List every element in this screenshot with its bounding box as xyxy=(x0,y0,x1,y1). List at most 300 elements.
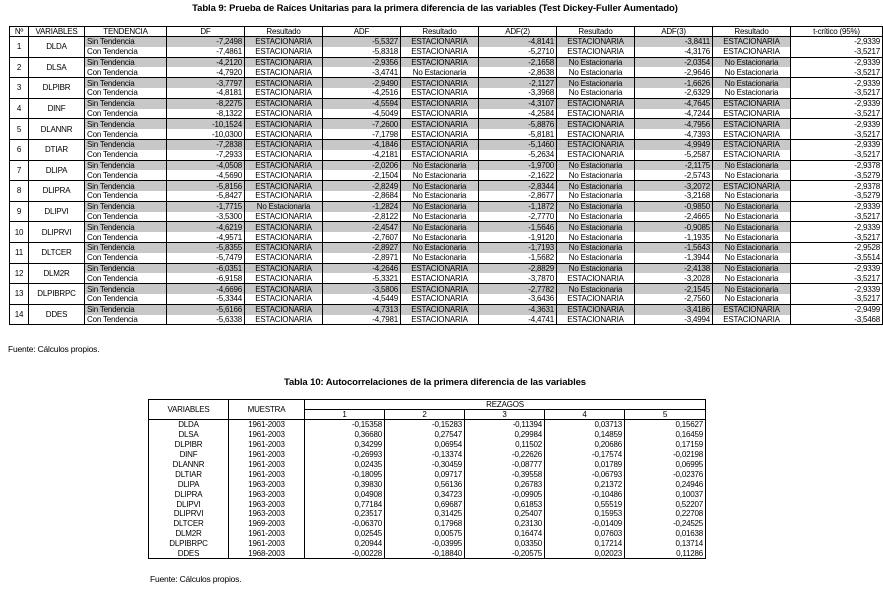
table-row xyxy=(10,150,883,160)
stat-value: -3,4741 xyxy=(323,67,401,77)
stat-value: -2,9339 xyxy=(791,139,883,149)
result-cell: ESTACIONARIA xyxy=(401,315,479,325)
row-number: 11 xyxy=(10,242,29,263)
result-cell: No Estacionaria xyxy=(713,170,791,180)
result-cell: No Estacionaria xyxy=(713,212,791,222)
trend-label: Sin Tendencia xyxy=(85,263,167,273)
autocorrelation-value: -0,39558 xyxy=(465,469,545,479)
row-number: 4 xyxy=(10,98,29,119)
variable-name: DLIPA xyxy=(29,160,85,181)
stat-value: -4,2120 xyxy=(167,57,245,67)
stat-value: -3,5514 xyxy=(791,253,883,263)
trend-label: Sin Tendencia xyxy=(85,201,167,211)
result-cell: ESTACIONARIA xyxy=(245,284,323,294)
stat-value: -2,9378 xyxy=(791,181,883,191)
autocorrelation-value: 0,16459 xyxy=(625,430,706,440)
stat-value: -2,7607 xyxy=(323,232,401,242)
col-header-lag-3: 3 xyxy=(465,410,545,420)
variable-name: DLPIBR xyxy=(29,78,85,99)
stat-value: -7,2600 xyxy=(323,119,401,129)
stat-value: -3,5217 xyxy=(791,67,883,77)
sample-period: 1961-2003 xyxy=(229,440,305,450)
result-cell: ESTACIONARIA xyxy=(245,119,323,129)
table-row xyxy=(10,242,883,252)
stat-value: -3,7870 xyxy=(479,273,557,283)
stat-value: -1,9700 xyxy=(479,160,557,170)
stat-value: -6,9158 xyxy=(167,273,245,283)
stat-value: -2,9339 xyxy=(791,222,883,232)
col-header-resultado-df: Resultado xyxy=(245,27,323,37)
stat-value: -4,9949 xyxy=(635,139,713,149)
col-header-variables: VARIABLES xyxy=(29,27,85,37)
row-number: 3 xyxy=(10,78,29,99)
stat-value: -4,5049 xyxy=(323,109,401,119)
variable-name: DLIPVI xyxy=(29,201,85,222)
col-header-lag-2: 2 xyxy=(385,410,465,420)
result-cell: ESTACIONARIA xyxy=(401,263,479,273)
result-cell: ESTACIONARIA xyxy=(401,119,479,129)
result-cell: ESTACIONARIA xyxy=(245,139,323,149)
result-cell: ESTACIONARIA xyxy=(245,88,323,98)
table-row xyxy=(10,98,883,108)
trend-label: Con Tendencia xyxy=(85,67,167,77)
variable-name: DLTCER xyxy=(149,519,229,529)
result-cell: ESTACIONARIA xyxy=(245,315,323,325)
variable-name: DLANNR xyxy=(29,119,85,140)
result-cell: No Estacionaria xyxy=(557,232,635,242)
autocorrelation-value: -0,06793 xyxy=(545,469,625,479)
variable-name: DLIPA xyxy=(149,479,229,489)
result-cell: No Estacionaria xyxy=(557,201,635,211)
stat-value: -2,8638 xyxy=(479,67,557,77)
autocorrelation-value: 0,34299 xyxy=(305,440,385,450)
row-number: 1 xyxy=(10,37,29,58)
stat-value: -5,8318 xyxy=(323,47,401,57)
result-cell: No Estacionaria xyxy=(713,57,791,67)
autocorrelation-value: -0,02198 xyxy=(625,450,706,460)
result-cell: ESTACIONARIA xyxy=(557,109,635,119)
autocorrelation-value: 0,11502 xyxy=(465,440,545,450)
result-cell: No Estacionaria xyxy=(401,191,479,201)
autocorrelation-value: 0,69687 xyxy=(385,499,465,509)
table10-title: Tabla 10: Autocorrelaciones de la primera diferencia de las variables xyxy=(284,377,586,388)
stat-value: -2,4138 xyxy=(635,263,713,273)
stat-value: -4,1846 xyxy=(323,139,401,149)
stat-value: -5,1460 xyxy=(479,139,557,149)
stat-value: -4,7956 xyxy=(635,119,713,129)
result-cell: No Estacionaria xyxy=(713,273,791,283)
autocorrelation-value: -0,13374 xyxy=(385,450,465,460)
table-row xyxy=(149,519,706,529)
stat-value: -5,2587 xyxy=(635,150,713,160)
autocorrelation-value: 0,55519 xyxy=(545,499,625,509)
table-row xyxy=(10,160,883,170)
autocorrelation-value: 0,15953 xyxy=(545,509,625,519)
table9-header-row xyxy=(10,27,883,37)
col-header-lag-5: 5 xyxy=(625,410,706,420)
result-cell: No Estacionaria xyxy=(557,253,635,263)
result-cell: ESTACIONARIA xyxy=(401,78,479,88)
autocorrelation-value: 0,29984 xyxy=(465,430,545,440)
stat-value: -3,2072 xyxy=(635,181,713,191)
result-cell: ESTACIONARIA xyxy=(245,304,323,314)
result-cell: No Estacionaria xyxy=(557,222,635,232)
sample-period: 1961-2003 xyxy=(229,450,305,460)
result-cell: ESTACIONARIA xyxy=(713,98,791,108)
stat-value: -2,8829 xyxy=(479,263,557,273)
autocorrelation-value: 0,34723 xyxy=(385,489,465,499)
result-cell: No Estacionaria xyxy=(713,263,791,273)
stat-value: -5,8427 xyxy=(167,191,245,201)
stat-value: -5,8876 xyxy=(479,119,557,129)
result-cell: ESTACIONARIA xyxy=(557,315,635,325)
result-cell: No Estacionaria xyxy=(713,191,791,201)
stat-value: -5,6166 xyxy=(167,304,245,314)
stat-value: -7,2498 xyxy=(167,37,245,47)
result-cell: ESTACIONARIA xyxy=(245,160,323,170)
stat-value: -2,8971 xyxy=(323,253,401,263)
result-cell: No Estacionaria xyxy=(713,160,791,170)
stat-value: -5,7479 xyxy=(167,253,245,263)
autocorrelation-value: 0,02023 xyxy=(545,549,625,559)
autocorrelation-value: 0,01789 xyxy=(545,460,625,470)
result-cell: ESTACIONARIA xyxy=(557,304,635,314)
result-cell: ESTACIONARIA xyxy=(245,253,323,263)
trend-label: Sin Tendencia xyxy=(85,98,167,108)
col-header-resultado-adf: Resultado xyxy=(401,27,479,37)
result-cell: ESTACIONARIA xyxy=(557,119,635,129)
sample-period: 1963-2003 xyxy=(229,499,305,509)
result-cell: No Estacionaria xyxy=(401,253,479,263)
stat-value: -4,7244 xyxy=(635,109,713,119)
table-row xyxy=(149,420,706,430)
result-cell: No Estacionaria xyxy=(713,294,791,304)
table-row xyxy=(10,253,883,263)
table-row xyxy=(149,529,706,539)
autocorrelation-value: -0,11394 xyxy=(465,420,545,430)
row-number: 14 xyxy=(10,304,29,325)
result-cell: ESTACIONARIA xyxy=(245,212,323,222)
stat-value: -2,7560 xyxy=(635,294,713,304)
stat-value: -3,5279 xyxy=(791,191,883,201)
result-cell: No Estacionaria xyxy=(713,67,791,77)
stat-value: -4,3107 xyxy=(479,98,557,108)
trend-label: Sin Tendencia xyxy=(85,119,167,129)
result-cell: ESTACIONARIA xyxy=(245,150,323,160)
stat-value: -2,9378 xyxy=(791,160,883,170)
autocorrelation-value: -0,24525 xyxy=(625,519,706,529)
stat-value: -4,3631 xyxy=(479,304,557,314)
result-cell: No Estacionaria xyxy=(557,242,635,252)
sample-period: 1961-2003 xyxy=(229,460,305,470)
autocorrelation-value: 0,24946 xyxy=(625,479,706,489)
stat-value: -2,9339 xyxy=(791,78,883,88)
autocorrelation-value: 0,00575 xyxy=(385,529,465,539)
stat-value: -4,6219 xyxy=(167,222,245,232)
stat-value: -1,3944 xyxy=(635,253,713,263)
autocorrelation-value: -0,15283 xyxy=(385,420,465,430)
autocorrelation-value: -0,22626 xyxy=(465,450,545,460)
stat-value: -4,7313 xyxy=(323,304,401,314)
stat-value: -2,1545 xyxy=(635,284,713,294)
stat-value: -8,1322 xyxy=(167,109,245,119)
autocorrelation-value: -0,01409 xyxy=(545,519,625,529)
variable-name: DLPIBR xyxy=(149,440,229,450)
col-header-resultado-adf3: Resultado xyxy=(713,27,791,37)
trend-label: Sin Tendencia xyxy=(85,284,167,294)
result-cell: ESTACIONARIA xyxy=(245,57,323,67)
variable-name: DLDA xyxy=(149,420,229,430)
stat-value: -3,5217 xyxy=(791,129,883,139)
stat-value: -5,8156 xyxy=(167,181,245,191)
result-cell: ESTACIONARIA xyxy=(245,98,323,108)
autocorrelation-value: 0,09717 xyxy=(385,469,465,479)
col-header-adf: ADF xyxy=(323,27,401,37)
trend-label: Con Tendencia xyxy=(85,315,167,325)
table-row xyxy=(10,119,883,129)
stat-value: -3,2028 xyxy=(635,273,713,283)
table-row xyxy=(10,284,883,294)
table-row xyxy=(10,109,883,119)
stat-value: -2,6329 xyxy=(635,88,713,98)
table-row xyxy=(10,294,883,304)
table-row xyxy=(10,57,883,67)
stat-value: -2,9528 xyxy=(791,242,883,252)
col-header-adf3: ADF(3) xyxy=(635,27,713,37)
result-cell: No Estacionaria xyxy=(713,88,791,98)
trend-label: Sin Tendencia xyxy=(85,78,167,88)
result-cell: No Estacionaria xyxy=(713,201,791,211)
result-cell: No Estacionaria xyxy=(557,191,635,201)
variable-name: DTIAR xyxy=(29,139,85,160)
sample-period: 1961-2003 xyxy=(229,529,305,539)
autocorrelation-value: -0,03995 xyxy=(385,539,465,549)
result-cell: ESTACIONARIA xyxy=(245,47,323,57)
stat-value: -2,4665 xyxy=(635,212,713,222)
stat-value: -2,8927 xyxy=(323,242,401,252)
table-row xyxy=(10,37,883,47)
result-cell: ESTACIONARIA xyxy=(713,150,791,160)
result-cell: No Estacionaria xyxy=(401,212,479,222)
stat-value: -2,9356 xyxy=(323,57,401,67)
table-row xyxy=(149,539,706,549)
autocorrelation-value: -0,17574 xyxy=(545,450,625,460)
stat-value: -2,9339 xyxy=(791,57,883,67)
stat-value: -5,8181 xyxy=(479,129,557,139)
result-cell: ESTACIONARIA xyxy=(401,47,479,57)
autocorrelation-value: 0,03713 xyxy=(545,420,625,430)
trend-label: Con Tendencia xyxy=(85,47,167,57)
autocorrelation-value: -0,18095 xyxy=(305,469,385,479)
result-cell: ESTACIONARIA xyxy=(245,242,323,252)
stat-value: -7,4861 xyxy=(167,47,245,57)
stat-value: -7,2838 xyxy=(167,139,245,149)
autocorrelation-value: -0,15358 xyxy=(305,420,385,430)
trend-label: Sin Tendencia xyxy=(85,222,167,232)
result-cell: No Estacionaria xyxy=(401,242,479,252)
trend-label: Sin Tendencia xyxy=(85,242,167,252)
table-row xyxy=(10,129,883,139)
row-number: 13 xyxy=(10,284,29,305)
result-cell: ESTACIONARIA xyxy=(401,129,479,139)
result-cell: No Estacionaria xyxy=(557,67,635,77)
trend-label: Con Tendencia xyxy=(85,129,167,139)
result-cell: No Estacionaria xyxy=(557,284,635,294)
result-cell: ESTACIONARIA xyxy=(557,294,635,304)
table-row xyxy=(10,67,883,77)
autocorrelation-value: -0,26993 xyxy=(305,450,385,460)
trend-label: Con Tendencia xyxy=(85,273,167,283)
table10-header-row xyxy=(149,400,706,410)
result-cell: No Estacionaria xyxy=(557,181,635,191)
result-cell: ESTACIONARIA xyxy=(245,129,323,139)
autocorrelation-value: 0,27547 xyxy=(385,430,465,440)
autocorrelation-value: 0,07603 xyxy=(545,529,625,539)
table-row xyxy=(10,47,883,57)
autocorrelation-value: 0,02545 xyxy=(305,529,385,539)
result-cell: No Estacionaria xyxy=(713,242,791,252)
result-cell: No Estacionaria xyxy=(401,222,479,232)
sample-period: 1961-2003 xyxy=(229,430,305,440)
trend-label: Sin Tendencia xyxy=(85,181,167,191)
variable-name: DLIPVI xyxy=(149,499,229,509)
stat-value: -1,2824 xyxy=(323,201,401,211)
table-row xyxy=(10,88,883,98)
stat-value: -2,8344 xyxy=(479,181,557,191)
stat-value: -1,1872 xyxy=(479,201,557,211)
table-row xyxy=(10,170,883,180)
result-cell: No Estacionaria xyxy=(713,222,791,232)
result-cell: ESTACIONARIA xyxy=(713,119,791,129)
stat-value: -2,9490 xyxy=(323,78,401,88)
result-cell: ESTACIONARIA xyxy=(557,129,635,139)
result-cell: No Estacionaria xyxy=(401,201,479,211)
stat-value: -1,1935 xyxy=(635,232,713,242)
stat-value: -3,3968 xyxy=(479,88,557,98)
variable-name: DLANNR xyxy=(149,460,229,470)
result-cell: ESTACIONARIA xyxy=(401,150,479,160)
row-number: 8 xyxy=(10,181,29,202)
trend-label: Sin Tendencia xyxy=(85,304,167,314)
autocorrelation-value: -0,06370 xyxy=(305,519,385,529)
table-row xyxy=(149,499,706,509)
autocorrelation-value: 0,61853 xyxy=(465,499,545,509)
result-cell: No Estacionaria xyxy=(401,67,479,77)
stat-value: -3,4994 xyxy=(635,315,713,325)
autocorrelation-value: 0,16474 xyxy=(465,529,545,539)
result-cell: ESTACIONARIA xyxy=(245,67,323,77)
stat-value: -2,1622 xyxy=(479,170,557,180)
sample-period: 1961-2003 xyxy=(229,469,305,479)
stat-value: -3,5217 xyxy=(791,212,883,222)
autocorrelation-value: -0,08777 xyxy=(465,460,545,470)
stat-value: -2,8677 xyxy=(479,191,557,201)
result-cell: ESTACIONARIA xyxy=(245,222,323,232)
result-cell: No Estacionaria xyxy=(401,170,479,180)
stat-value: -4,9571 xyxy=(167,232,245,242)
result-cell: No Estacionaria xyxy=(557,78,635,88)
autocorrelation-value: 0,10037 xyxy=(625,489,706,499)
autocorrelation-value: -0,30459 xyxy=(385,460,465,470)
col-header-t-critico: t-crítico (95%) xyxy=(791,27,883,37)
table-row xyxy=(149,489,706,499)
stat-value: -3,7797 xyxy=(167,78,245,88)
stat-value: -4,2584 xyxy=(479,109,557,119)
variable-name: DLIPRVI xyxy=(29,222,85,243)
result-cell: ESTACIONARIA xyxy=(401,109,479,119)
variable-name: DLTIAR xyxy=(149,469,229,479)
result-cell: No Estacionaria xyxy=(245,201,323,211)
stat-value: -1,6626 xyxy=(635,78,713,88)
result-cell: ESTACIONARIA xyxy=(401,139,479,149)
col-header-lag-1: 1 xyxy=(305,410,385,420)
stat-value: -1,7193 xyxy=(479,242,557,252)
row-number: 7 xyxy=(10,160,29,181)
result-cell: ESTACIONARIA xyxy=(245,109,323,119)
trend-label: Sin Tendencia xyxy=(85,57,167,67)
autocorrelation-value: 0,04908 xyxy=(305,489,385,499)
autocorrelation-table xyxy=(148,399,706,559)
stat-value: -2,1504 xyxy=(323,170,401,180)
stat-value: -2,9339 xyxy=(791,98,883,108)
result-cell: ESTACIONARIA xyxy=(245,181,323,191)
result-cell: No Estacionaria xyxy=(557,88,635,98)
result-cell: ESTACIONARIA xyxy=(557,98,635,108)
table-row xyxy=(149,440,706,450)
trend-label: Sin Tendencia xyxy=(85,139,167,149)
stat-value: -4,2646 xyxy=(323,263,401,273)
stat-value: -4,8141 xyxy=(479,37,557,47)
autocorrelation-value: 0,21372 xyxy=(545,479,625,489)
table-row xyxy=(10,263,883,273)
result-cell: ESTACIONARIA xyxy=(245,191,323,201)
stat-value: -0,9850 xyxy=(635,201,713,211)
autocorrelation-value: -0,09905 xyxy=(465,489,545,499)
result-cell: ESTACIONARIA xyxy=(401,304,479,314)
autocorrelation-value: -0,18840 xyxy=(385,549,465,559)
result-cell: No Estacionaria xyxy=(713,78,791,88)
sample-period: 1963-2003 xyxy=(229,489,305,499)
stat-value: -2,5743 xyxy=(635,170,713,180)
table-row xyxy=(10,181,883,191)
trend-label: Con Tendencia xyxy=(85,191,167,201)
stat-value: -7,1798 xyxy=(323,129,401,139)
result-cell: ESTACIONARIA xyxy=(245,78,323,88)
stat-value: -4,7981 xyxy=(323,315,401,325)
trend-label: Con Tendencia xyxy=(85,253,167,263)
result-cell: ESTACIONARIA xyxy=(245,294,323,304)
autocorrelation-value: 0,52207 xyxy=(625,499,706,509)
result-cell: ESTACIONARIA xyxy=(713,315,791,325)
result-cell: ESTACIONARIA xyxy=(401,88,479,98)
col-header-tendencia: TENDENCIA xyxy=(85,27,167,37)
stat-value: -1,5646 xyxy=(479,222,557,232)
table-row xyxy=(10,232,883,242)
stat-value: -4,7920 xyxy=(167,67,245,77)
result-cell: ESTACIONARIA xyxy=(401,294,479,304)
autocorrelation-value: -0,00228 xyxy=(305,549,385,559)
autocorrelation-value: 0,01638 xyxy=(625,529,706,539)
stat-value: -4,0508 xyxy=(167,160,245,170)
stat-value: -3,5217 xyxy=(791,47,883,57)
row-number: 10 xyxy=(10,222,29,243)
result-cell: ESTACIONARIA xyxy=(401,284,479,294)
trend-label: Con Tendencia xyxy=(85,294,167,304)
result-cell: No Estacionaria xyxy=(401,232,479,242)
stat-value: -7,2933 xyxy=(167,150,245,160)
autocorrelation-value: 0,20686 xyxy=(545,440,625,450)
stat-value: -4,7645 xyxy=(635,98,713,108)
